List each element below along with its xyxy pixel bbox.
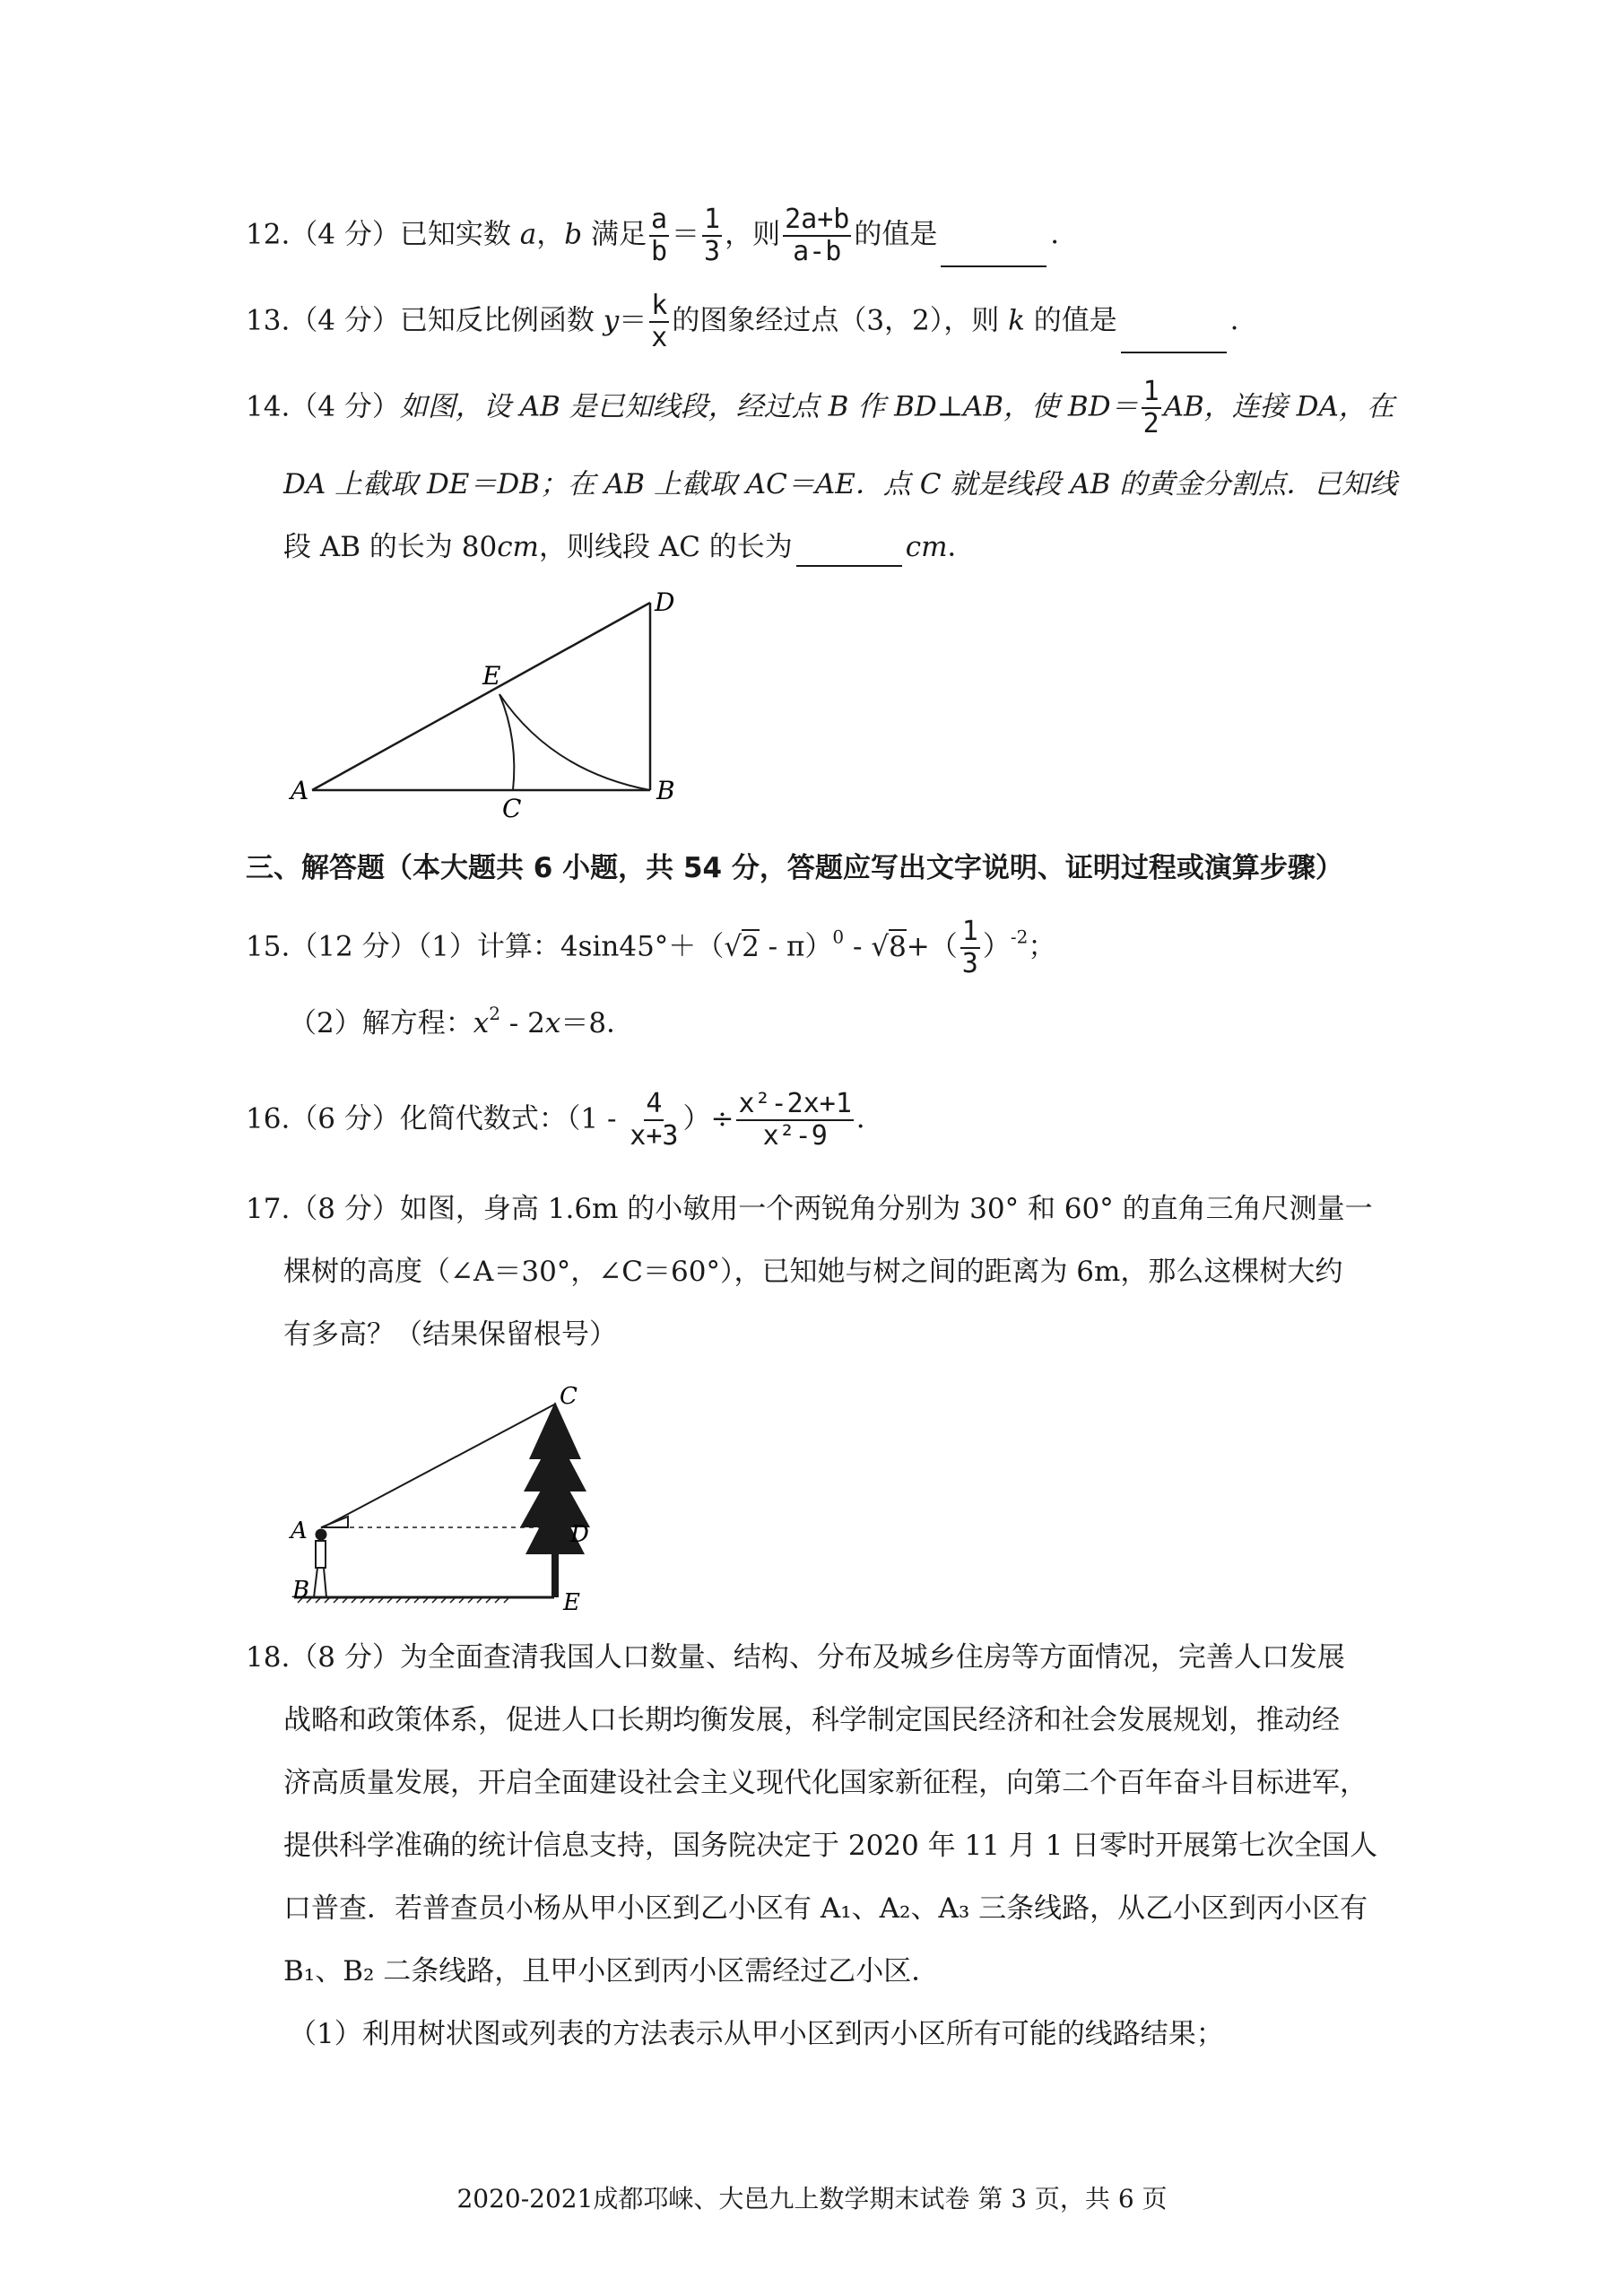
fraction-a-over-b bbox=[649, 204, 669, 267]
unit: cm bbox=[905, 531, 948, 563]
radicand: 8 bbox=[889, 930, 907, 963]
text: +（ bbox=[906, 930, 958, 963]
question-number: 14. bbox=[246, 390, 291, 423]
question-number: 17. bbox=[246, 1193, 291, 1225]
text: （1）利用树状图或列表的方法表示从甲小区到丙小区所有可能的线路结果； bbox=[289, 2018, 1224, 2050]
label-e: E bbox=[563, 1589, 580, 1616]
question-18-line-1 bbox=[246, 1638, 1345, 1677]
exponent: -2 bbox=[1010, 926, 1029, 948]
var-a: a bbox=[519, 218, 537, 251]
exponent: 0 bbox=[832, 926, 845, 948]
fraction-4-over-x-plus-3 bbox=[628, 1089, 680, 1152]
text: 口普查．若普查员小杨从甲小区到乙小区有 A₁、A₂、A₃ 三条线路，从乙小区到丙小区有 bbox=[283, 1892, 1368, 1925]
arc-eb bbox=[499, 694, 650, 790]
text: 化简代数式：（1 - bbox=[399, 1102, 626, 1135]
text: 段 AB 的长为 80 bbox=[283, 531, 498, 563]
denominator: 3 bbox=[704, 236, 721, 267]
numerator: 1 bbox=[961, 916, 978, 947]
denominator: 2 bbox=[1142, 408, 1159, 439]
text: B₁、B₂ 二条线路，且甲小区到丙小区需经过乙小区． bbox=[283, 1955, 940, 1987]
text: 的值是 bbox=[1024, 304, 1117, 337]
var-k: k bbox=[1008, 304, 1025, 337]
text: ，则 bbox=[725, 218, 781, 251]
numerator: 1 bbox=[704, 204, 721, 235]
label-a: A bbox=[291, 776, 309, 805]
question-18-line-4 bbox=[283, 1826, 1377, 1866]
arc-ec bbox=[499, 694, 514, 790]
question-18-line-5 bbox=[283, 1889, 1368, 1928]
denominator: x²-9 bbox=[762, 1120, 828, 1152]
text: 济高质量发展，开启全面建设社会主义现代化国家新征程，向第二个百年奋斗目标进军， bbox=[283, 1767, 1368, 1799]
label-d: D bbox=[655, 587, 675, 617]
segment-ad bbox=[312, 603, 650, 790]
text: 满足 bbox=[582, 218, 647, 251]
text: ）÷ bbox=[682, 1102, 734, 1135]
text: ，则线段 AC 的长为 bbox=[538, 531, 793, 563]
text: （1）计算：4sin45°＋（ bbox=[417, 930, 725, 963]
text: - 2 bbox=[499, 1007, 545, 1039]
text: 已知实数 bbox=[399, 218, 520, 251]
question-number: 15. bbox=[246, 930, 291, 963]
sqrt-symbol: √ bbox=[871, 930, 890, 963]
numerator: a bbox=[650, 204, 668, 235]
fraction-k-over-x bbox=[649, 291, 669, 353]
question-17-line-2 bbox=[283, 1252, 1342, 1292]
text: ； bbox=[1028, 930, 1056, 963]
question-18-line-3 bbox=[283, 1763, 1368, 1803]
text: ． bbox=[947, 531, 976, 563]
score: （8 分） bbox=[290, 1641, 400, 1674]
label-c: C bbox=[560, 1383, 578, 1410]
numerator: k bbox=[651, 290, 668, 321]
question-17-line-3 bbox=[283, 1315, 617, 1354]
text: ． bbox=[855, 1102, 884, 1135]
exponent: 2 bbox=[489, 1003, 500, 1024]
question-15-part-2 bbox=[289, 994, 634, 1043]
radicand: 2 bbox=[742, 930, 760, 963]
text: 为全面查清我国人口数量、结构、分布及城乡住房等方面情况，完善人口发展 bbox=[399, 1641, 1345, 1674]
question-16 bbox=[246, 1089, 884, 1152]
text: 提供科学准确的统计信息支持，国务院决定于 2020 年 11 月 1 日零时开展第七次全国人 bbox=[283, 1830, 1378, 1862]
question-12 bbox=[246, 204, 1078, 267]
var-b: b bbox=[564, 218, 583, 251]
question-number: 18. bbox=[246, 1641, 291, 1674]
text: ） bbox=[982, 930, 1011, 963]
question-14-line-3 bbox=[283, 527, 976, 567]
tree-measurement-figure bbox=[285, 1377, 617, 1619]
fraction-quadratic bbox=[736, 1089, 853, 1152]
numerator: 4 bbox=[646, 1088, 663, 1119]
var-x: x bbox=[544, 1007, 561, 1039]
score: （8 分） bbox=[290, 1193, 400, 1225]
score: （6 分） bbox=[290, 1102, 400, 1135]
denominator: x+3 bbox=[630, 1120, 679, 1152]
label-b: B bbox=[292, 1577, 310, 1604]
text: ． bbox=[1050, 218, 1079, 251]
numerator: 2a+b bbox=[785, 204, 850, 235]
question-17-line-1 bbox=[246, 1189, 1373, 1229]
fraction-1-over-3 bbox=[960, 917, 980, 979]
unit: cm bbox=[497, 531, 539, 563]
text: ＝8． bbox=[560, 1007, 635, 1039]
numerator: x²-2x+1 bbox=[738, 1088, 852, 1119]
denominator: 3 bbox=[961, 948, 978, 979]
section-heading: 三、解答题（本大题共 6 小题，共 54 分，答题应写出文字说明、证明过程或演算步骤） bbox=[246, 852, 1343, 884]
question-18-line-6 bbox=[283, 1952, 939, 1991]
text: 的值是 bbox=[854, 218, 938, 251]
person bbox=[314, 1517, 348, 1597]
text: DA 上截取 DE＝DB；在 AB 上截取 AC＝AE．点 C 就是线段 AB 的黄金分割点．已知线 bbox=[283, 468, 1398, 500]
sqrt-symbol: √ bbox=[724, 930, 743, 963]
answer-blank[interactable] bbox=[1121, 325, 1227, 353]
sight-line-ac bbox=[323, 1404, 556, 1527]
question-18-part-1 bbox=[289, 2014, 1224, 2054]
golden-section-figure bbox=[278, 587, 690, 830]
question-14-line-2 bbox=[283, 465, 1397, 504]
denominator: b bbox=[650, 236, 668, 267]
answer-blank[interactable] bbox=[796, 538, 902, 567]
text: 已知反比例函数 bbox=[399, 304, 604, 337]
label-e: E bbox=[482, 661, 501, 691]
label-b: B bbox=[656, 776, 675, 805]
score: （4 分） bbox=[290, 218, 400, 251]
denominator: a-b bbox=[793, 236, 842, 267]
text: 战略和政策体系，促进人口长期均衡发展，科学制定国民经济和社会发展规划，推动经 bbox=[283, 1704, 1340, 1736]
text: （2）解方程： bbox=[289, 1007, 473, 1039]
text: ＝ bbox=[619, 304, 647, 337]
question-number: 16. bbox=[246, 1102, 291, 1135]
question-number: 12. bbox=[246, 218, 291, 251]
text: ． bbox=[1229, 304, 1258, 337]
score: （4 分） bbox=[290, 304, 400, 337]
text: 棵树的高度（∠A＝30°，∠C＝60°），已知她与树之间的距离为 6m，那么这棵树大约 bbox=[283, 1256, 1343, 1288]
fraction-1-over-3 bbox=[702, 204, 722, 267]
label-d: D bbox=[570, 1521, 589, 1548]
denominator: x bbox=[651, 322, 668, 353]
text: - bbox=[844, 930, 872, 963]
question-18-line-2 bbox=[283, 1700, 1340, 1740]
label-c: C bbox=[502, 794, 522, 823]
numerator: 1 bbox=[1142, 376, 1159, 407]
fraction-1-over-2 bbox=[1142, 377, 1161, 439]
text: ＝ bbox=[672, 218, 700, 251]
question-number: 13. bbox=[246, 304, 291, 337]
tree bbox=[520, 1402, 590, 1597]
question-14-line-1 bbox=[246, 377, 1394, 439]
score: （12 分） bbox=[290, 930, 418, 963]
text: 如图，身高 1.6m 的小敏用一个两锐角分别为 30° 和 60° 的直角三角尺测量一 bbox=[399, 1193, 1373, 1225]
text: AB，连接 DA，在 bbox=[1163, 390, 1394, 423]
score: （4 分） bbox=[290, 390, 400, 423]
question-13 bbox=[246, 291, 1258, 353]
text: 的图象经过点（3，2），则 bbox=[672, 304, 1009, 337]
page-footer: 2020-2021成都邛崃、大邑九上数学期末试卷 第 3 页，共 6 页 bbox=[456, 2184, 1168, 2213]
var-y: y bbox=[603, 304, 620, 337]
text: - π） bbox=[759, 930, 833, 963]
fraction-expression bbox=[783, 204, 851, 267]
text: 有多高？（结果保留根号） bbox=[283, 1318, 617, 1351]
label-a: A bbox=[291, 1518, 308, 1544]
text: ， bbox=[536, 218, 565, 251]
question-15-part-1 bbox=[246, 917, 1055, 979]
answer-blank[interactable] bbox=[941, 239, 1046, 267]
var-x: x bbox=[473, 1007, 490, 1039]
text: 如图，设 AB 是已知线段，经过点 B 作 BD⊥AB，使 BD＝ bbox=[399, 390, 1139, 423]
